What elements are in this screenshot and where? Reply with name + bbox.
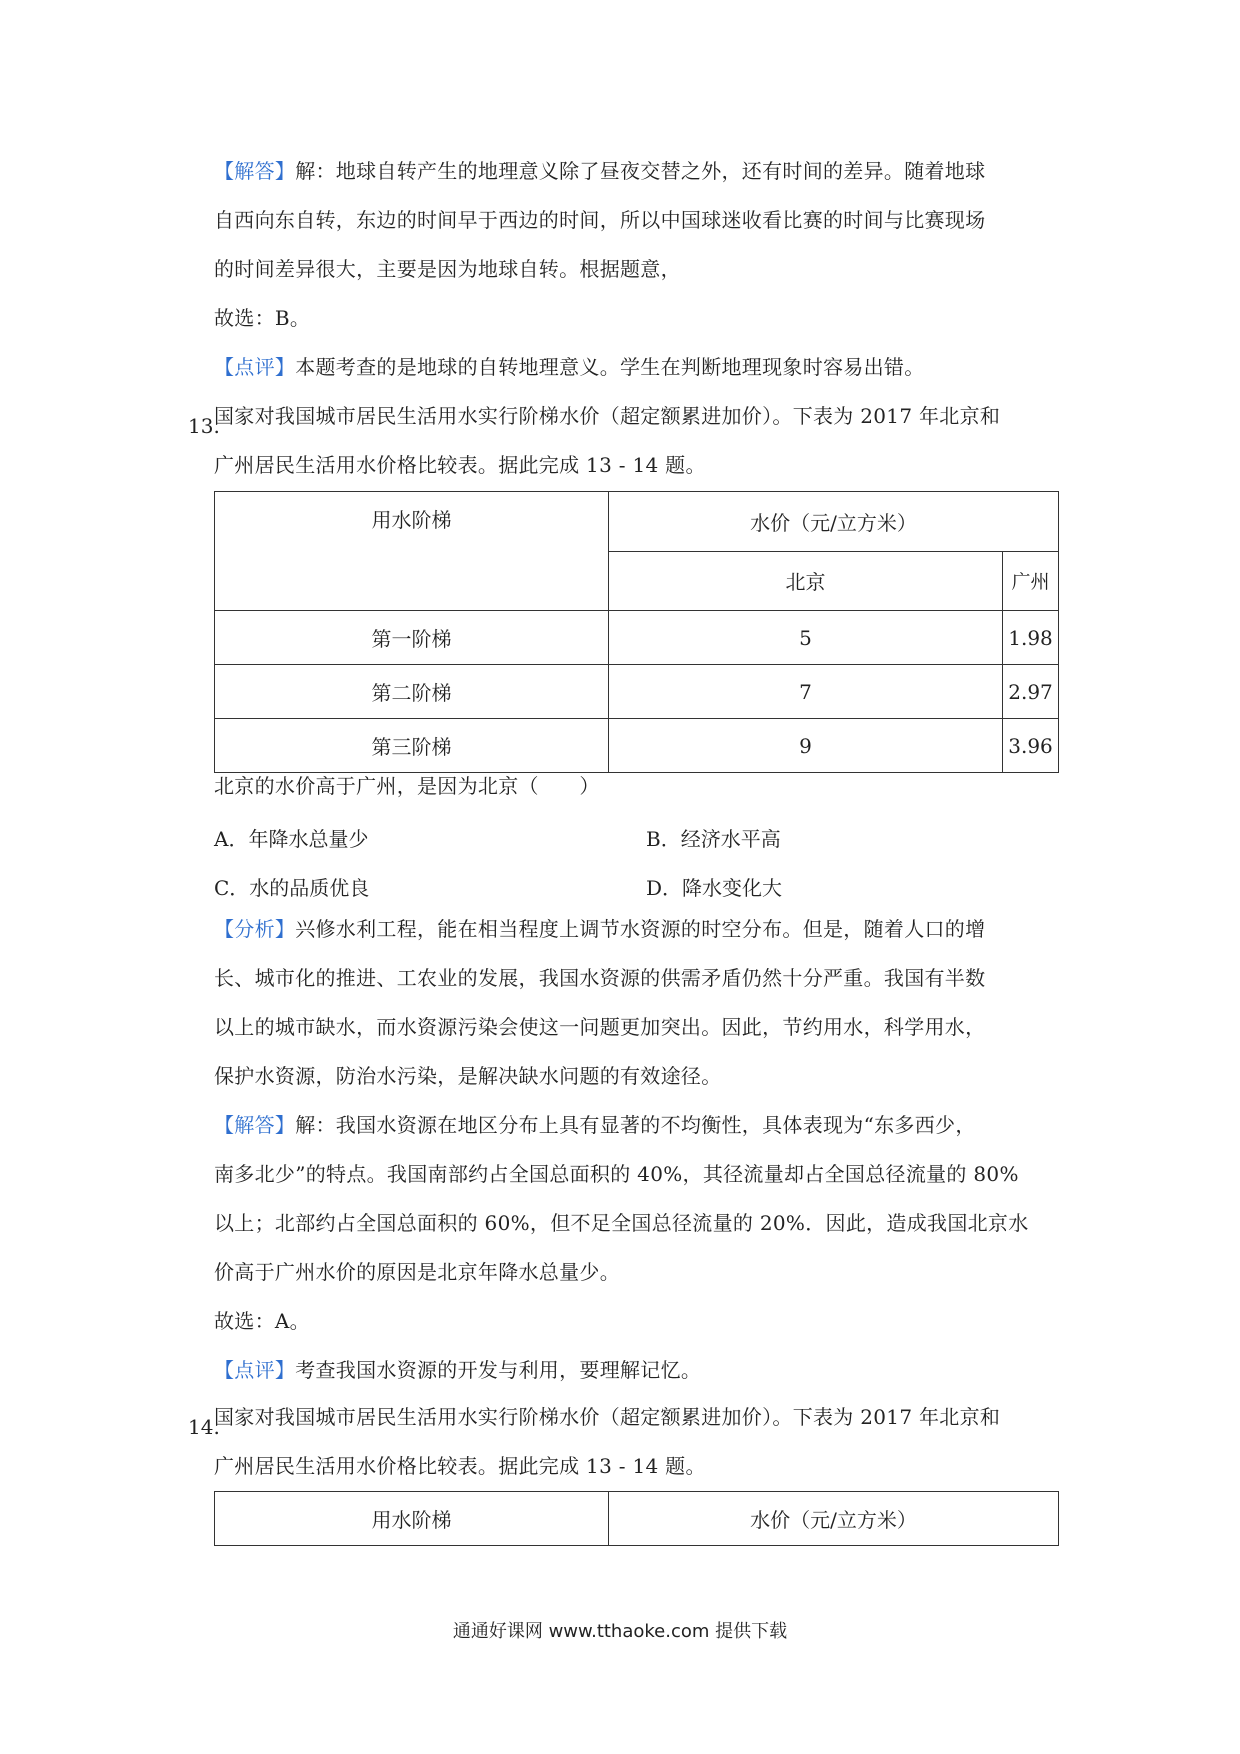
q13-stem <box>214 392 1064 490</box>
option-c: C．水的品质优良 <box>214 876 370 900</box>
q14-stem <box>214 1393 1064 1491</box>
header-guangzhou: 广州 <box>1003 551 1059 611</box>
tier-cell: 第三阶梯 <box>215 719 609 773</box>
answer-text: 南多北少”的特点。我国南部约占全国总面积的 40%，其径流量却占全国总径流量的 80% <box>214 1162 1019 1186</box>
answer-text: 解：地球自转产生的地理意义除了昼夜交替之外，还有时间的差异。随着地球 <box>295 159 986 183</box>
stem-text: 国家对我国城市居民生活用水实行阶梯水价（超定额累进加价）。下表为 2017 年北京和 <box>214 1405 1001 1429</box>
tier-cell: 第二阶梯 <box>215 665 609 719</box>
water-price-table-2 <box>214 1491 1059 1546</box>
analysis-tag: 【分析】 <box>214 917 296 941</box>
guangzhou-cell: 1.98 <box>1003 611 1059 665</box>
analysis-text: 兴修水利工程，能在相当程度上调节水资源的时空分布。但是，随着人口的增 <box>295 917 986 941</box>
water-price-table <box>214 491 1059 773</box>
analysis-text: 长、城市化的推进、工农业的发展，我国水资源的供需矛盾仍然十分严重。我国有半数 <box>214 966 986 990</box>
question-number: 14. <box>188 1415 220 1439</box>
answer-tag: 【解答】 <box>214 159 296 183</box>
header-tier: 用水阶梯 <box>215 1492 609 1546</box>
q12-answer <box>214 147 1064 392</box>
table-row <box>215 665 1059 719</box>
page-footer: 通通好课网 www.tthaoke.com 提供下载 <box>452 1621 788 1642</box>
answer-choice: 故选：A。 <box>214 1309 310 1333</box>
answer-tag: 【解答】 <box>214 1113 296 1137</box>
answer-text: 以上；北部约占全国总面积的 60%，但不足全国总径流量的 20%．因此，造成我国北京水 <box>214 1211 1029 1235</box>
stem-text: 国家对我国城市居民生活用水实行阶梯水价（超定额累进加价）。下表为 2017 年北京和 <box>214 404 1001 428</box>
stem-text: 广州居民生活用水价格比较表。据此完成 13 ‐ 14 题。 <box>214 453 706 477</box>
option-d: D．降水变化大 <box>646 876 783 900</box>
q13-analysis <box>214 905 1064 1395</box>
answer-text: 价高于广州水价的原因是北京年降水总量少。 <box>214 1260 620 1284</box>
header-tier: 用水阶梯 <box>215 492 609 611</box>
beijing-cell: 7 <box>609 665 1003 719</box>
header-price: 水价（元/立方米） <box>609 492 1059 552</box>
option-a: A．年降水总量少 <box>214 827 369 851</box>
comment-tag: 【点评】 <box>214 355 296 379</box>
guangzhou-cell: 3.96 <box>1003 719 1059 773</box>
comment-text: 本题考查的是地球的自转地理意义。学生在判断地理现象时容易出错。 <box>295 355 925 379</box>
beijing-cell: 5 <box>609 611 1003 665</box>
comment-text: 考查我国水资源的开发与利用，要理解记忆。 <box>295 1358 702 1382</box>
tier-cell: 第一阶梯 <box>215 611 609 665</box>
question-number: 13. <box>188 414 220 438</box>
answer-text: 自西向东自转，东边的时间早于西边的时间，所以中国球迷收看比赛的时间与比赛现场 <box>214 208 986 232</box>
stem-text: 广州居民生活用水价格比较表。据此完成 13 ‐ 14 题。 <box>214 1454 706 1478</box>
question-text: 北京的水价高于广州，是因为北京（ ） <box>214 774 600 798</box>
guangzhou-cell: 2.97 <box>1003 665 1059 719</box>
answer-text: 解：我国水资源在地区分布上具有显著的不均衡性，具体表现为“东多西少， <box>295 1113 976 1137</box>
analysis-text: 保护水资源，防治水污染，是解决缺水问题的有效途径。 <box>214 1064 722 1088</box>
header-price: 水价（元/立方米） <box>609 1492 1059 1546</box>
comment-tag: 【点评】 <box>214 1358 296 1382</box>
header-beijing: 北京 <box>609 551 1003 611</box>
answer-text: 的时间差异很大，主要是因为地球自转。根据题意， <box>214 257 681 281</box>
q13-question <box>214 762 1064 811</box>
analysis-text: 以上的城市缺水，而水资源污染会使这一问题更加突出。因此，节约用水，科学用水， <box>214 1015 986 1039</box>
answer-choice: 故选：B。 <box>214 306 311 330</box>
table-row <box>215 611 1059 665</box>
beijing-cell: 9 <box>609 719 1003 773</box>
option-b: B．经济水平高 <box>646 827 781 851</box>
